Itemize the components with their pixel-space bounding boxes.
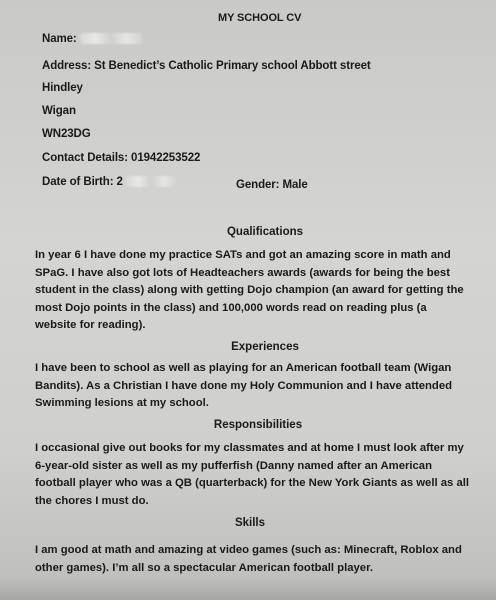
address-line-4: WN23DG	[42, 128, 91, 140]
name-row	[42, 33, 142, 45]
dob-row	[42, 176, 176, 188]
redacted-name	[80, 33, 142, 44]
contact-details: Contact Details: 01942253522	[42, 152, 201, 164]
skills-text: I am good at math and amazing at video games (such as: Minecraft, Roblox and other games). I’m all so a spectacular American football player.	[35, 544, 462, 574]
document-title: MY SCHOOL CV	[218, 12, 302, 24]
redacted-dob	[126, 176, 176, 187]
responsibilities-heading: Responsibilities	[213, 419, 303, 431]
dob-label: Date of Birth: 2	[42, 176, 123, 188]
responsibilities-text: I occasional give out books for my classmates and at home I must look after my 6-year-old sister as well as my pufferfish (Danny named after an American football player who was a QB (quarterback) for the New York Giants as well as all the chores I must do.	[35, 442, 470, 507]
name-label: Name:	[42, 33, 77, 45]
experiences-text: I have been to school as well as playing for an American football team (Wigan Bandits). As a Christian I have done my Holy Communion and I have attended Swimming lesions at my school.	[35, 362, 453, 409]
experiences-heading: Experiences	[231, 341, 299, 353]
qualifications-heading: Qualifications	[226, 226, 304, 238]
address-line-3: Wigan	[42, 105, 76, 117]
qualifications-text: In year 6 I have done my practice SATs and got an amazing score in math and SPaG. I have also got lots of Headteachers awards (awards for being the best student in the class) along with getting Dojo champion (an award for getting the most Dojo points in the class) and 100,000 words read on reading plus (a website for reading).	[35, 249, 464, 331]
address-line-1: Address: St Benedict’s Catholic Primary school Abbott street	[42, 60, 371, 72]
address-line-2: Hindley	[42, 82, 83, 94]
skills-heading: Skills	[234, 517, 266, 529]
gender: Gender: Male	[236, 179, 308, 191]
photo-bottom-shadow	[0, 578, 496, 600]
